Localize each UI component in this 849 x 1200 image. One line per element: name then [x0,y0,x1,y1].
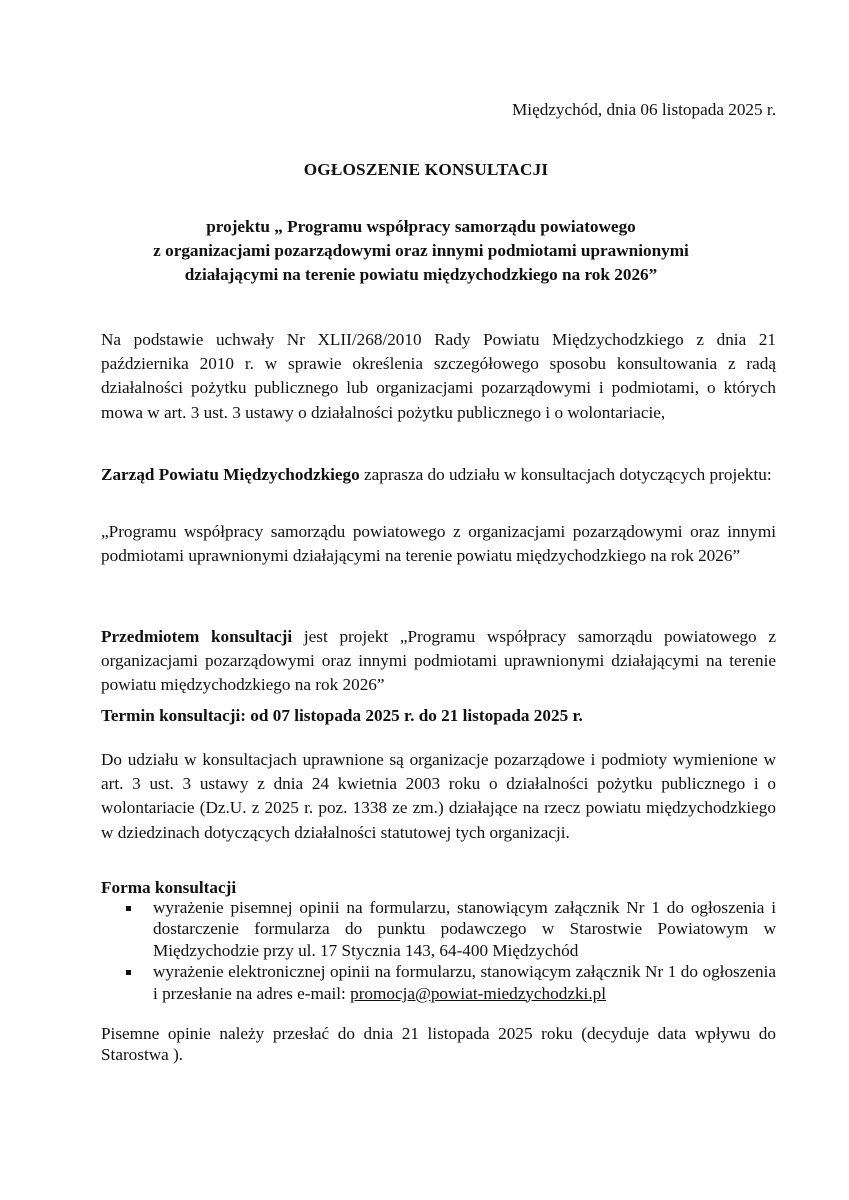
legal-basis-paragraph: Na podstawie uchwały Nr XLII/268/2010 Rady Powiatu Międzychodzkiego z dnia 21 października 2010 r. w sprawie określenia szczegółowego sposobu konsultowania z radą działalności pożytku publicznego lub organizacjami pozarządowymi i podmiotami, o których mowa w art. 3 ust. 3 ustawy o działalności pożytku publicznego i o wolontariacie, [101,330,776,422]
board-name: Zarząd Powiatu Międzychodzkiego [101,465,360,484]
subject-label: Przedmiotem konsultacji [101,627,293,646]
forma-item-text: wyrażenie elektronicznej opinii na formularzu, stanowiącym załącznik Nr 1 do ogłoszenia i przesłanie na adres e-mail: [153,962,776,1003]
forma-item-text: wyrażenie pisemnej opinii na formularzu, stanowiącym załącznik Nr 1 do ogłoszenia i dostarczenie formularza do punktu podawczego w Starostwie Powiatowym w Międzychodzie przy ul. 17 Stycznia 143, 64-400 Międzychód [153,898,776,960]
subtitle-line-2: z organizacjami pozarządowymi oraz innymi podmiotami uprawnionymi [153,241,689,260]
document-title: OGŁOSZENIE KONSULTACJI [303,160,549,179]
square-bullet-icon [126,970,131,975]
subject-text: jest projekt „Programu współpracy samorządu powiatowego z organizacjami pozarządowymi oraz innymi podmiotami uprawnionymi działającymi na terenie powiatu międzychodzkiego na rok 2026” [101,627,776,695]
invitation-text: zaprasza do udziału w konsultacjach dotyczących projektu: [359,465,772,484]
invitation-paragraph [101,463,776,487]
consultation-term: Termin konsultacji: od 07 listopada 2025 r. do 21 listopada 2025 r. [101,706,583,725]
document-subtitle [96,215,746,287]
subject-paragraph [101,625,776,698]
square-bullet-icon [126,906,131,911]
eligibility-paragraph: Do udziału w konsultacjach uprawnione są organizacje pozarządowe i podmioty wymienione w art. 3 ust. 3 ustawy z dnia 24 kwietnia 2003 roku o działalności pożytku publicznego i o wolontariacie (Dz.U. z 2025 r. poz. 1338 ze zm.) działające na rzecz powiatu międzychodzkiego w dziedzinach dotyczących działalności statutowej tych organizacji. [101,750,776,842]
forma-heading: Forma konsultacji [101,878,237,897]
email-link[interactable]: promocja@powiat-miedzychodzki.pl [350,983,606,1003]
deadline-note: Pisemne opinie należy przesłać do dnia 21 listopada 2025 roku (decyduje data wpływu do Starostwa ). [101,1024,776,1065]
forma-list [101,897,776,1004]
project-quote-paragraph: „Programu współpracy samorządu powiatowego z organizacjami pozarządowymi oraz innymi podmiotami uprawnionymi działającymi na terenie powiatu międzychodzkiego na rok 2026” [101,522,776,566]
subtitle-line-3: działającymi na terenie powiatu międzychodzkiego na rok 2026” [184,265,658,284]
forma-list-item [101,961,776,1004]
subtitle-line-1: projektu „ Programu współpracy samorządu powiatowego [206,217,636,236]
place-date: Międzychód, dnia 06 listopada 2025 r. [512,100,776,119]
forma-list-item [101,897,776,961]
